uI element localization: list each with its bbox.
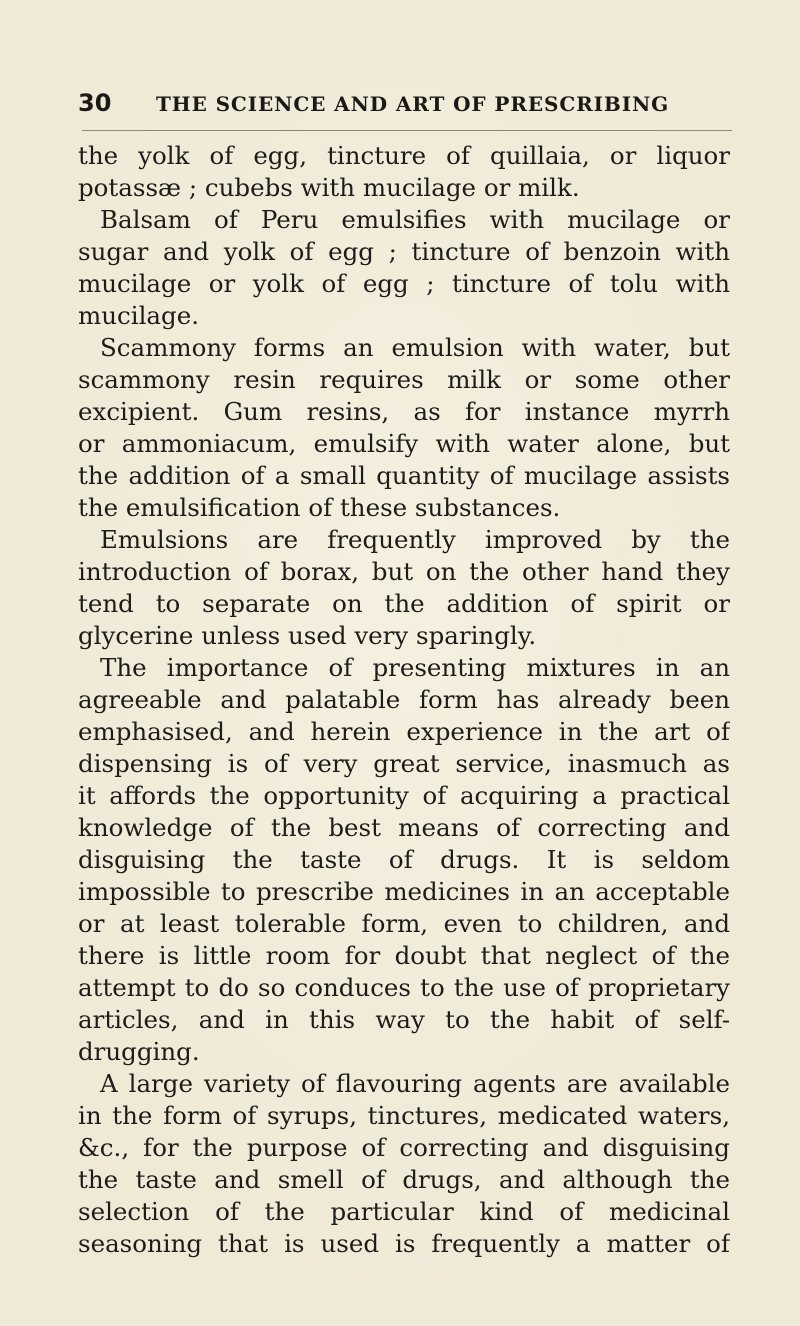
- text-line: glycerine unless used very sparingly.: [78, 621, 537, 650]
- text-line: or ammoniacum, emulsify with water alone, but: [78, 429, 730, 458]
- header-rule: [82, 130, 732, 131]
- text-line: attempt to do so conduces to the use of proprietary: [78, 973, 730, 1002]
- text-line: emphasised, and herein experience in the art of: [78, 717, 730, 746]
- text-line: drugging.: [78, 1037, 200, 1066]
- text-line: mucilage or yolk of egg ; tincture of tolu with: [78, 269, 730, 298]
- text-line: there is little room for doubt that neglect of the: [78, 941, 730, 970]
- body-text: [78, 140, 730, 1260]
- text-line: mucilage.: [78, 301, 199, 330]
- text-line: Balsam of Peru emulsifies with mucilage or: [100, 205, 730, 234]
- text-line: knowledge of the best means of correcting and: [78, 813, 730, 842]
- text-line: Emulsions are frequently improved by the: [100, 525, 730, 554]
- text-line: introduction of borax, but on the other hand they: [78, 557, 730, 586]
- text-line: the addition of a small quantity of mucilage assists: [78, 461, 730, 490]
- text-line: scammony resin requires milk or some other: [78, 365, 730, 394]
- running-title: THE SCIENCE AND ART OF PRESCRIBING: [156, 92, 670, 116]
- text-line: potassæ ; cubebs with mucilage or milk.: [78, 173, 580, 202]
- text-line: seasoning that is used is frequently a matter of: [78, 1229, 730, 1258]
- text-line: sugar and yolk of egg ; tincture of benzoin with: [78, 237, 730, 266]
- text-line: The importance of presenting mixtures in an: [100, 653, 730, 682]
- text-line: the emulsification of these substances.: [78, 493, 561, 522]
- text-line: it affords the opportunity of acquiring a practical: [78, 781, 730, 810]
- text-line: articles, and in this way to the habit of self-: [78, 1005, 730, 1034]
- text-line: Scammony forms an emulsion with water, but: [100, 333, 730, 362]
- running-head: [78, 88, 678, 122]
- text-line: agreeable and palatable form has already been: [78, 685, 730, 714]
- text-line: dispensing is of very great service, inasmuch as: [78, 749, 730, 778]
- text-line: the taste and smell of drugs, and although the: [78, 1165, 730, 1194]
- text-line: disguising the taste of drugs. It is seldom: [78, 845, 730, 874]
- text-line: in the form of syrups, tinctures, medicated waters,: [78, 1101, 730, 1130]
- text-line: the yolk of egg, tincture of quillaia, or liquor: [78, 141, 730, 170]
- text-line: impossible to prescribe medicines in an acceptable: [78, 877, 730, 906]
- text-line: &c., for the purpose of correcting and disguising: [78, 1133, 730, 1162]
- text-line: tend to separate on the addition of spirit or: [78, 589, 730, 618]
- text-line: selection of the particular kind of medicinal: [78, 1197, 730, 1226]
- text-line: excipient. Gum resins, as for instance myrrh: [78, 397, 730, 426]
- page-number: 30: [78, 89, 112, 117]
- text-line: or at least tolerable form, even to children, and: [78, 909, 730, 938]
- text-line: A large variety of flavouring agents are available: [100, 1069, 730, 1098]
